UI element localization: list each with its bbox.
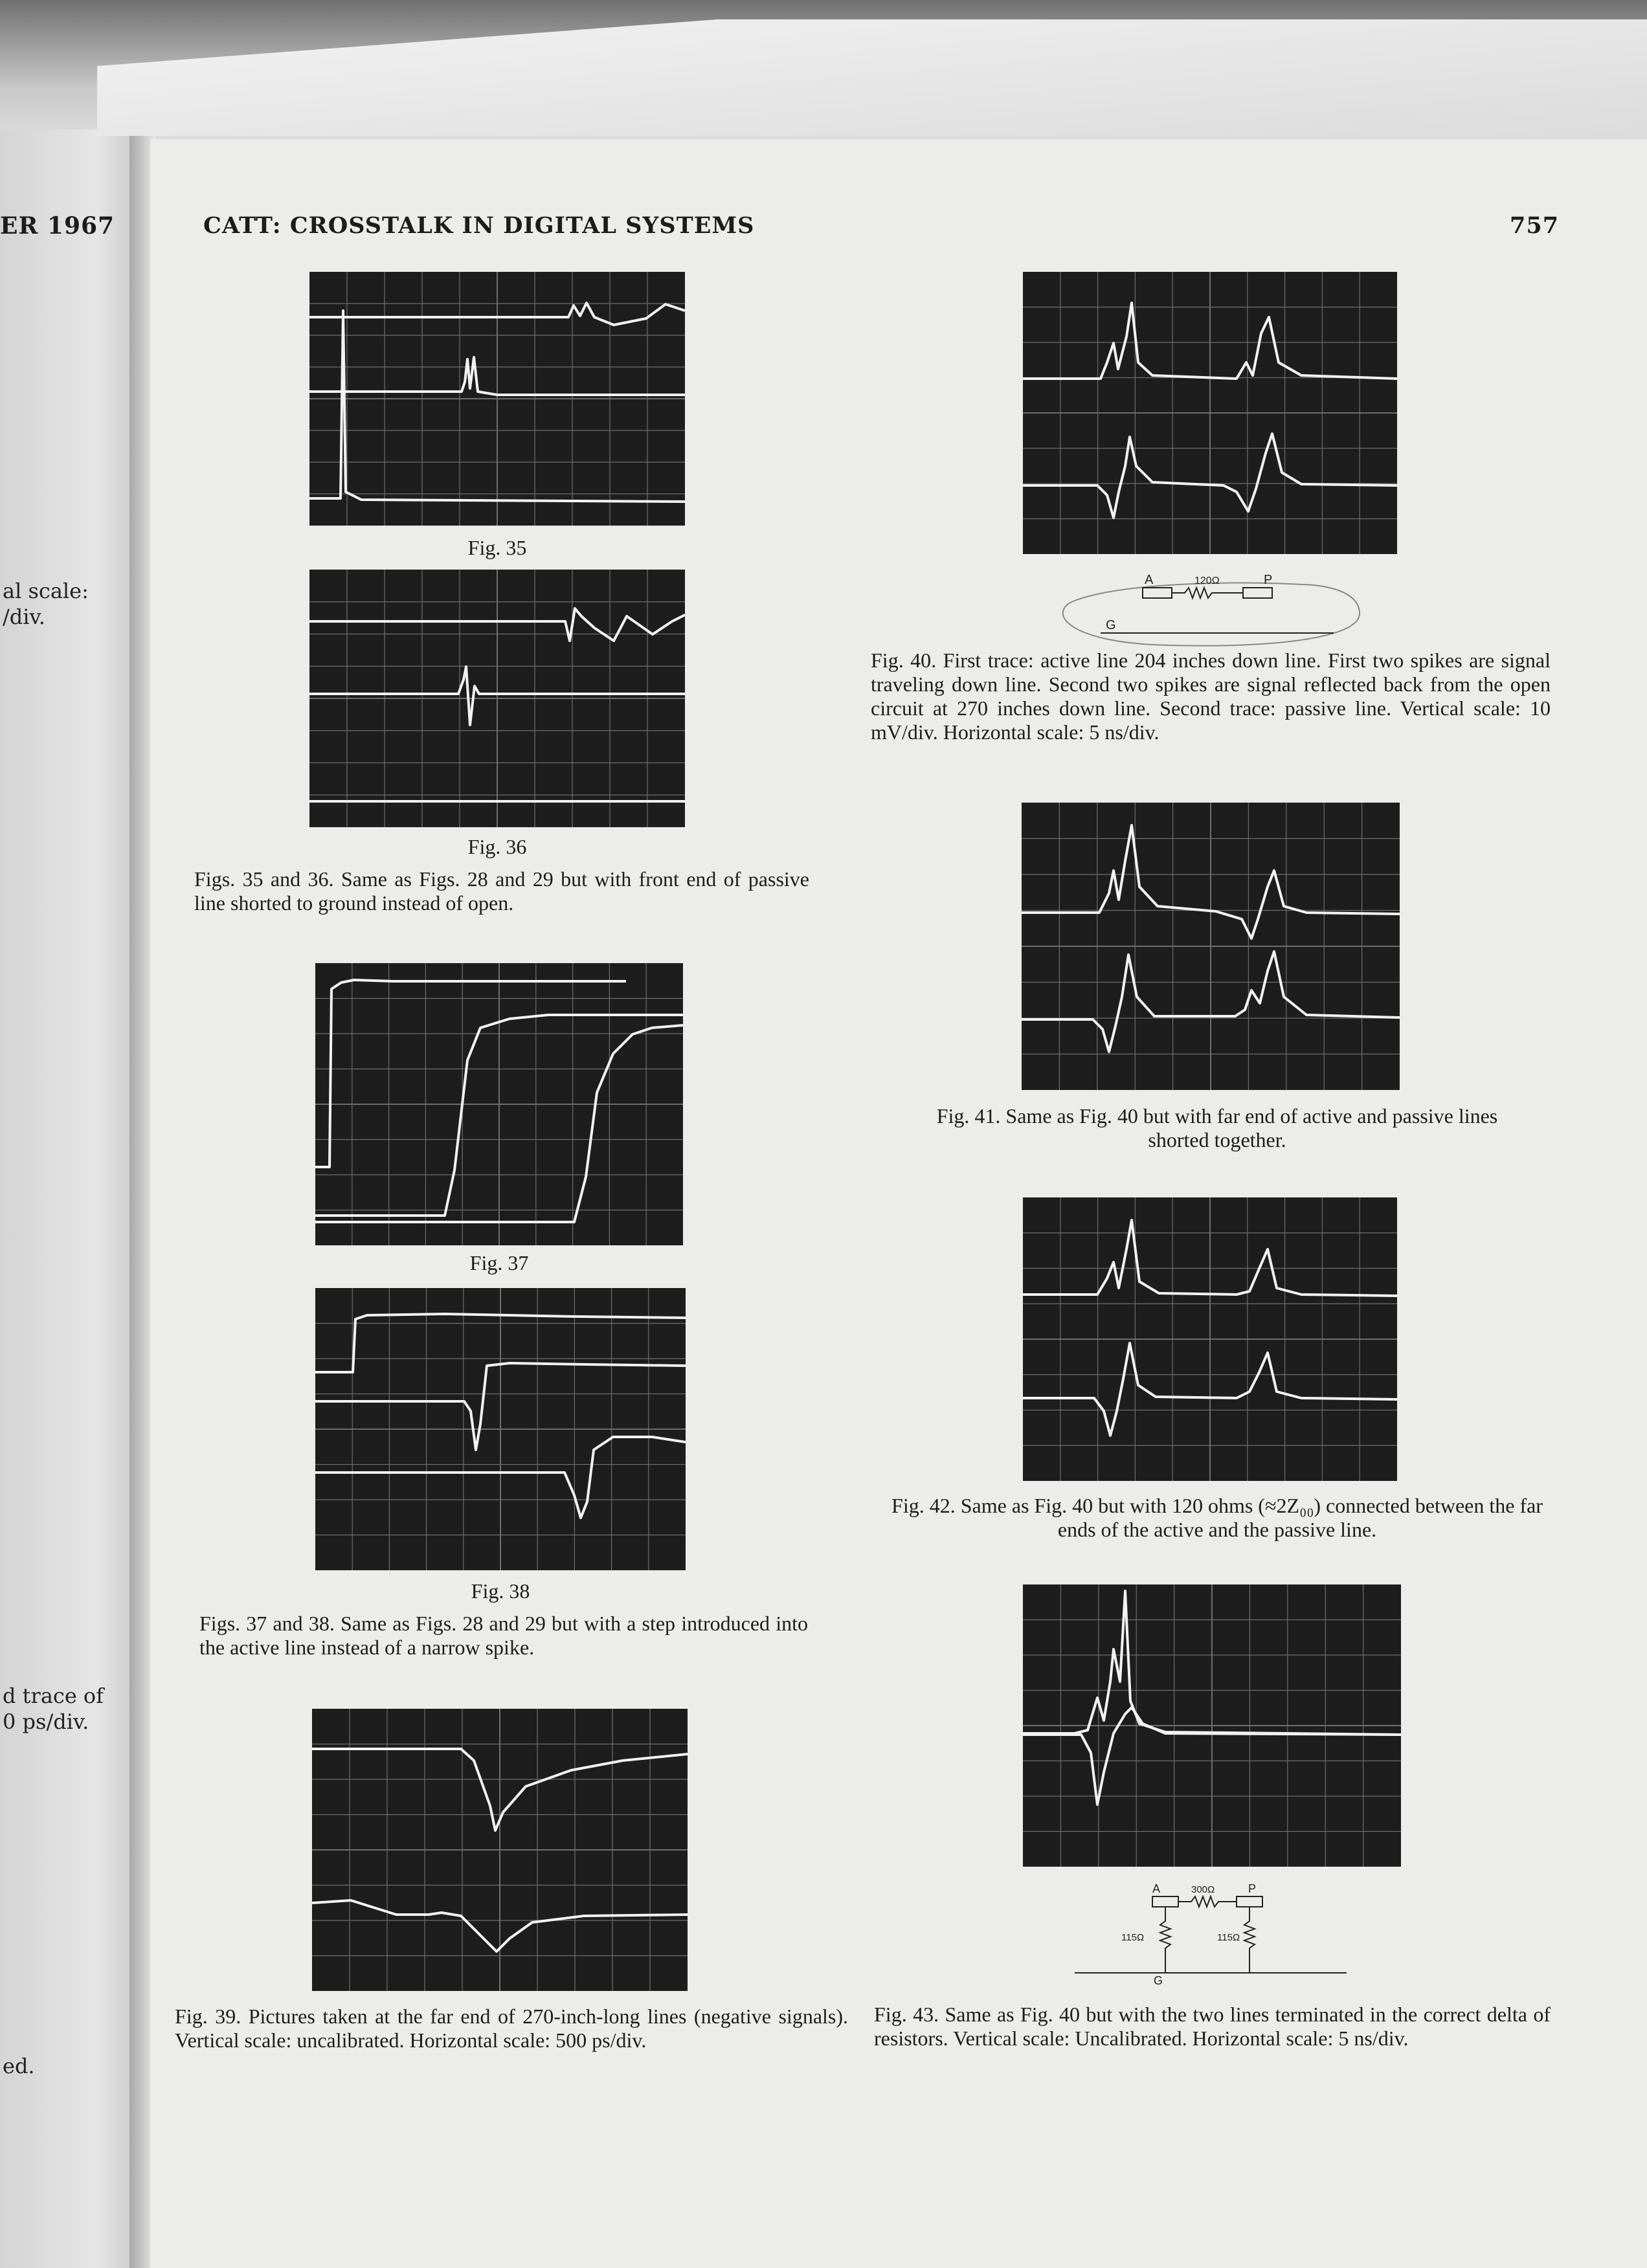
figure-42-label: Fig. 42. <box>891 1494 956 1517</box>
graticule <box>1023 1584 1401 1867</box>
caption-fig-39-text: Pictures taken at the far end of 270-inch-long lines (negative signals). Vertical scale: uncalibrated. Horizontal scale: 500 ps/div. <box>175 2005 849 2052</box>
graticule <box>1022 803 1400 1090</box>
figure-43-schematic <box>1075 1882 1360 1986</box>
schematic-left-resistor-label: 115Ω <box>1121 1932 1145 1943</box>
figure-40-schematic <box>1055 562 1366 647</box>
figure-38-label: Fig. 38 <box>471 1579 530 1603</box>
figure-42-oscillogram <box>1023 1197 1397 1481</box>
caption-fig-41-text: Same as Fig. 40 but with far end of active and passive lines shorted together. <box>1005 1104 1498 1151</box>
running-head: CATT: CROSSTALK IN DIGITAL SYSTEMS <box>203 212 755 239</box>
schematic-label-a: A <box>1145 573 1154 587</box>
figure-37-label: Fig. 37 <box>469 1251 529 1274</box>
figure-35-label: Fig. 35 <box>467 536 527 559</box>
previous-page-fragment: al scale: <box>3 579 89 603</box>
figure-38-oscillogram <box>315 1288 686 1570</box>
figure-39-oscillogram <box>312 1709 688 1991</box>
graticule <box>315 1288 686 1570</box>
trace-1 <box>315 980 626 1167</box>
schematic-resistor-label: 120Ω <box>1194 575 1220 586</box>
schematic-label-p: P <box>1248 1882 1257 1895</box>
figure-43-label: Fig. 43. <box>874 2003 939 2026</box>
previous-page-fragment: d trace of <box>3 1684 104 1708</box>
schematic-label-g: G <box>1154 1974 1163 1986</box>
caption-fig-43 <box>874 2003 1551 2051</box>
page-number: 757 <box>1510 212 1560 239</box>
figure-36-label: Fig. 36 <box>467 835 527 858</box>
figure-36-oscillogram <box>309 570 685 827</box>
figure-41-oscillogram <box>1022 803 1400 1090</box>
previous-page-fragment: ed. <box>3 2054 35 2078</box>
previous-page-edge <box>0 129 139 2268</box>
caption-fig-40 <box>871 649 1551 744</box>
caption-figs-35-36: Figs. 35 and 36. Same as Figs. 28 and 29 but with front end of passive line shorted to ground instead of open. <box>194 867 809 915</box>
caption-fig-41 <box>919 1104 1515 1152</box>
figure-40-label: Fig. 40. <box>871 649 937 672</box>
caption-fig-43-text: Same as Fig. 40 but with the two lines terminated in the correct delta of resistors. Vertical scale: Uncalibrated. Horizontal scale: 5 ns/div. <box>874 2003 1551 2050</box>
previous-page-fragment: 0 ps/div. <box>3 1709 89 1734</box>
caption-fig-39 <box>175 2005 848 2052</box>
caption-fig-42 <box>871 1494 1563 1542</box>
graticule <box>309 272 685 526</box>
schematic-label-g: G <box>1106 618 1116 632</box>
caption-figs-37-38: Figs. 37 and 38. Same as Figs. 28 and 29 but with a step introduced into the active line instead of a narrow spike. <box>199 1612 808 1659</box>
previous-page-fragment: /div. <box>3 605 45 629</box>
figure-43-oscillogram <box>1023 1584 1401 1867</box>
caption-fig-42-text: Same as Fig. 40 but with 120 ohms (≈2Z₀₀) connected between the far ends of the active and the passive line. <box>960 1494 1543 1541</box>
schematic-label-a: A <box>1152 1882 1161 1895</box>
graticule <box>1023 272 1397 554</box>
figure-41-label: Fig. 41. <box>936 1104 1001 1128</box>
pencil-loop <box>1063 583 1360 646</box>
caption-fig-40-text: First trace: active line 204 inches down line. First two spikes are signal traveling down line. Second two spikes are signal reflected back from the open circuit at 270 inches down line. Second trace: passive line. Vertical scale: 10 mV/div. Horizontal scale: 5 ns/div. <box>871 649 1551 744</box>
figure-40-oscillogram <box>1023 272 1397 554</box>
graticule <box>1023 1197 1397 1481</box>
previous-page-header: ER 1967 <box>0 212 115 239</box>
figure-39-label: Fig. 39. <box>175 2005 241 2028</box>
schematic-series-resistor-label: 300Ω <box>1191 1884 1215 1895</box>
schematic-label-p: P <box>1264 573 1273 587</box>
figure-37-oscillogram <box>315 963 683 1245</box>
schematic-right-resistor-label: 115Ω <box>1217 1932 1240 1943</box>
graticule <box>315 963 683 1245</box>
figure-35-oscillogram <box>309 272 685 526</box>
graticule <box>309 570 685 827</box>
